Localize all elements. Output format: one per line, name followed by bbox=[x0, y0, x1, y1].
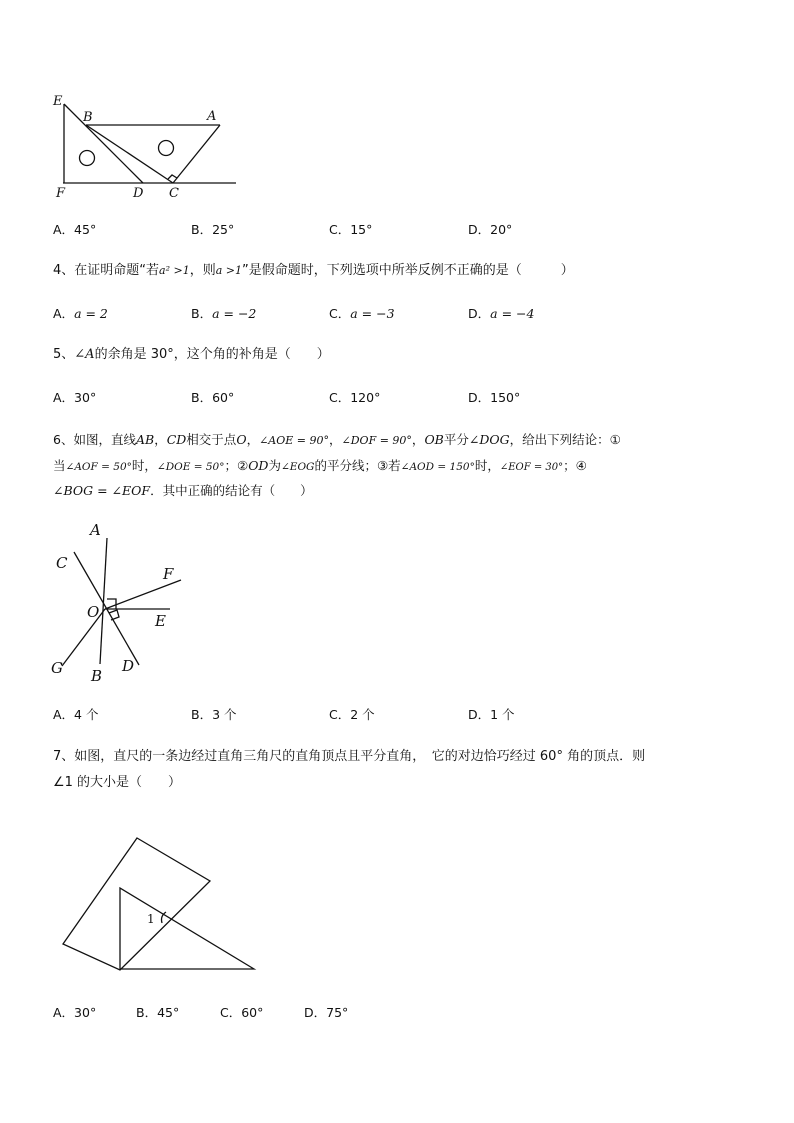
q3-option-b[interactable]: B．25° bbox=[191, 222, 235, 237]
q4-option-b[interactable] bbox=[191, 305, 256, 323]
q6-option-b[interactable]: B．3 个 bbox=[191, 707, 237, 722]
q6-l2-s1: 当 bbox=[53, 458, 66, 473]
q6-stem-line-1 bbox=[53, 431, 621, 450]
label-F: F bbox=[56, 186, 66, 201]
q6-l2-m3: OD bbox=[248, 458, 269, 473]
line-BC bbox=[86, 125, 173, 183]
set-square-triangle bbox=[120, 888, 254, 969]
q7-option-b[interactable]: B．45° bbox=[136, 1005, 180, 1020]
q6-l1-m5: ∠DOF = 90° bbox=[341, 434, 412, 447]
label-E: E bbox=[53, 94, 63, 109]
label-D: D bbox=[122, 657, 135, 675]
q5-number: 5、 bbox=[53, 347, 75, 362]
label-D: D bbox=[133, 186, 144, 201]
q6-option-a[interactable]: A．4 个 bbox=[53, 707, 99, 722]
q6-l2-m1: ∠AOF = 50° bbox=[65, 461, 132, 473]
q4-condition-2: a >1 bbox=[215, 264, 243, 277]
angle-1-label: 1 bbox=[147, 912, 155, 926]
q4-text-pre: 在证明命题“若 bbox=[74, 263, 160, 278]
label-G: G bbox=[51, 659, 63, 677]
q3-option-c[interactable]: C．15° bbox=[329, 222, 373, 237]
label-B: B bbox=[91, 667, 103, 685]
label-O: O bbox=[87, 603, 100, 621]
q6-l2-m2: ∠DOE = 50° bbox=[156, 461, 225, 473]
q7-stem-line-2: ∠1 的大小是（ ） bbox=[53, 775, 182, 790]
q6-l1-s1: 6、如图，直线 bbox=[53, 432, 136, 447]
q7-option-d[interactable]: D．75° bbox=[304, 1005, 349, 1020]
q6-l1-m7: ∠DOG bbox=[468, 432, 510, 447]
q4-option-a-value: a = 2 bbox=[74, 306, 108, 321]
ruler bbox=[63, 838, 210, 970]
q3-option-d[interactable]: D．20° bbox=[468, 222, 513, 237]
q7-option-a[interactable]: A．30° bbox=[53, 1005, 97, 1020]
q4-option-c-value: a = −3 bbox=[350, 306, 395, 321]
q6-l1-s7: 平分 bbox=[443, 432, 469, 447]
q6-l1-m2: CD bbox=[166, 432, 187, 447]
q6-l1-s4: ， bbox=[246, 432, 260, 447]
q5-text: 的余角是 30°，这个角的补角是（ ） bbox=[94, 347, 330, 362]
q6-l2-s6: 时， bbox=[474, 458, 500, 473]
label-C: C bbox=[169, 186, 179, 201]
q7-option-c[interactable]: C．60° bbox=[220, 1005, 264, 1020]
figure-intersecting-lines bbox=[45, 515, 190, 685]
line-ED bbox=[64, 104, 143, 183]
q6-l1-s2: ， bbox=[154, 432, 167, 447]
figure-ruler-triangle bbox=[55, 830, 265, 980]
label-A: A bbox=[207, 109, 217, 124]
q4-condition-1: a² >1 bbox=[159, 264, 190, 277]
label-F: F bbox=[163, 565, 174, 583]
q6-l3-m1: ∠BOG = ∠EOF bbox=[53, 483, 151, 498]
q6-l1-s8: ，给出下列结论：① bbox=[509, 432, 621, 447]
q5-option-b[interactable]: B．60° bbox=[191, 390, 235, 405]
q5-stem bbox=[53, 346, 330, 364]
q6-l1-m3: O bbox=[236, 432, 247, 447]
q4-option-a-letter: A． bbox=[53, 306, 75, 321]
label-B: B bbox=[83, 110, 93, 125]
q6-l1-s5: ， bbox=[329, 432, 342, 447]
q6-l2-s3: ；② bbox=[224, 458, 249, 473]
figure-triangles bbox=[40, 90, 250, 205]
q6-stem-line-3 bbox=[53, 482, 313, 500]
label-C: C bbox=[56, 554, 68, 572]
q5-angle: ∠A bbox=[74, 347, 95, 362]
q4-stem bbox=[53, 262, 574, 280]
q4-option-b-value: a = −2 bbox=[212, 306, 257, 321]
label-A: A bbox=[90, 521, 101, 539]
label-E: E bbox=[155, 612, 166, 630]
q3-option-a[interactable]: A．45° bbox=[53, 222, 97, 237]
q4-number: 4、 bbox=[53, 263, 75, 278]
q5-option-c[interactable]: C．120° bbox=[329, 390, 381, 405]
q6-l1-m1: AB bbox=[135, 432, 155, 447]
q6-stem-line-2 bbox=[53, 457, 587, 477]
q6-option-d[interactable]: D．1 个 bbox=[468, 707, 515, 722]
q4-option-b-letter: B． bbox=[191, 306, 213, 321]
hole-right bbox=[159, 141, 174, 156]
line-AC bbox=[173, 125, 220, 183]
q4-option-a[interactable] bbox=[53, 305, 108, 323]
q4-option-d-value: a = −4 bbox=[490, 306, 535, 321]
q6-l1-s6: ， bbox=[411, 432, 425, 447]
q4-text-post: ”是假命题时，下列选项中所举反例不正确的是（ ） bbox=[242, 263, 574, 278]
q6-option-c[interactable]: C．2 个 bbox=[329, 707, 375, 722]
q5-option-a[interactable]: A．30° bbox=[53, 390, 97, 405]
q6-l2-s5: 的平分线；③若 bbox=[314, 458, 401, 473]
q4-text-mid: ，则 bbox=[189, 263, 216, 278]
q4-option-d[interactable] bbox=[468, 305, 534, 323]
hole-left bbox=[80, 151, 95, 166]
q5-option-d[interactable]: D．150° bbox=[468, 390, 521, 405]
q6-l2-s4: 为 bbox=[268, 458, 281, 473]
q7-stem-line-1: 7、如图，直尺的一条边经过直角三角尺的直角顶点且平分直角， 它的对边恰巧经过 60° 角的顶点．则 bbox=[53, 749, 646, 764]
q6-l3-s1: ．其中正确的结论有（ ） bbox=[150, 483, 313, 498]
q4-option-c-letter: C． bbox=[329, 306, 351, 321]
q4-option-d-letter: D． bbox=[468, 306, 491, 321]
q6-l2-m5: ∠AOD = 150° bbox=[400, 461, 475, 473]
line-AB bbox=[100, 538, 107, 664]
right-angle-mark-C bbox=[168, 175, 177, 179]
q6-l2-s7: ；④ bbox=[563, 458, 587, 473]
q6-l2-m6: ∠EOF = 30° bbox=[499, 462, 564, 473]
q4-option-c[interactable] bbox=[329, 305, 395, 323]
q6-l2-m4: ∠EOG bbox=[280, 461, 315, 473]
q6-l1-s3: 相交于点 bbox=[186, 432, 237, 447]
q6-l1-m6: OB bbox=[424, 432, 444, 447]
q6-l1-m4: ∠AOE = 90° bbox=[259, 434, 329, 447]
q6-l2-s2: 时， bbox=[131, 458, 157, 473]
